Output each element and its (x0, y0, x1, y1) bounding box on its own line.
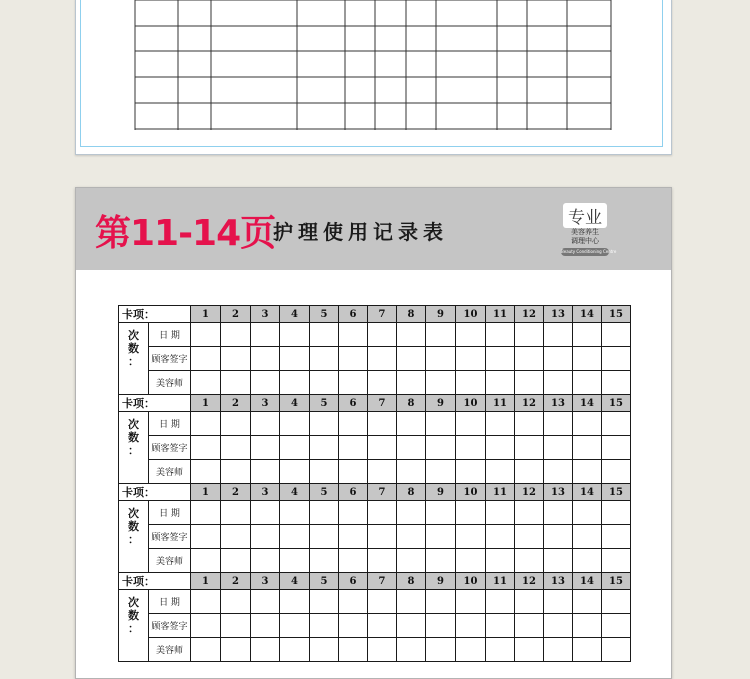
record-cell[interactable] (191, 525, 221, 549)
session-number: 5 (310, 573, 339, 590)
session-number: 3 (251, 573, 280, 590)
record-cell[interactable] (486, 347, 515, 371)
session-number: 14 (573, 306, 602, 323)
record-cell[interactable] (602, 549, 631, 573)
guide-line-right (662, 0, 663, 146)
record-cell[interactable] (486, 501, 515, 525)
session-number: 6 (339, 395, 368, 412)
record-cell[interactable] (573, 371, 602, 395)
record-cell[interactable] (602, 525, 631, 549)
session-number: 7 (368, 395, 397, 412)
record-cell[interactable] (310, 590, 339, 614)
record-cell[interactable] (515, 412, 544, 436)
record-cell[interactable] (280, 525, 310, 549)
record-cell[interactable] (339, 501, 368, 525)
record-cell[interactable] (426, 371, 456, 395)
record-cell[interactable] (486, 436, 515, 460)
record-cell[interactable] (544, 371, 573, 395)
record-cell[interactable] (251, 436, 280, 460)
record-cell[interactable] (602, 590, 631, 614)
row-label: 美容师 (149, 549, 191, 573)
record-cell[interactable] (280, 501, 310, 525)
record-cell[interactable] (339, 525, 368, 549)
logo-english: Beauty Conditioning Centre (561, 249, 617, 254)
record-cell[interactable] (426, 638, 456, 662)
session-number: 6 (339, 573, 368, 590)
session-number: 4 (280, 573, 310, 590)
session-number: 10 (456, 306, 486, 323)
session-number: 9 (426, 395, 456, 412)
record-cell[interactable] (486, 549, 515, 573)
record-cell[interactable] (426, 412, 456, 436)
record-cell[interactable] (426, 347, 456, 371)
record-cell[interactable] (310, 549, 339, 573)
logo-line-1: 美容养生 (571, 228, 599, 236)
record-cell[interactable] (456, 347, 486, 371)
record-cell[interactable] (368, 525, 397, 549)
record-cell[interactable] (544, 323, 573, 347)
record-cell[interactable] (602, 323, 631, 347)
session-number: 5 (310, 395, 339, 412)
session-number: 8 (397, 573, 426, 590)
record-sheet-card (75, 187, 672, 679)
guide-line-bottom (80, 146, 663, 147)
record-cell[interactable] (397, 371, 426, 395)
record-cell[interactable] (515, 501, 544, 525)
record-cell[interactable] (426, 460, 456, 484)
record-cell[interactable] (426, 590, 456, 614)
record-cell[interactable] (397, 614, 426, 638)
record-cell[interactable] (515, 460, 544, 484)
record-cell[interactable] (280, 460, 310, 484)
record-cell[interactable] (310, 371, 339, 395)
row-label: 美容师 (149, 638, 191, 662)
record-cell[interactable] (251, 590, 280, 614)
row-label: 美容师 (149, 460, 191, 484)
session-number: 7 (368, 484, 397, 501)
session-number: 7 (368, 573, 397, 590)
record-cell[interactable] (602, 371, 631, 395)
record-cell[interactable] (573, 638, 602, 662)
record-cell[interactable] (368, 549, 397, 573)
record-cell[interactable] (573, 460, 602, 484)
session-number: 8 (397, 306, 426, 323)
previous-page-grid (135, 0, 615, 138)
session-number: 5 (310, 484, 339, 501)
record-cell[interactable] (221, 412, 251, 436)
session-number: 1 (191, 484, 221, 501)
row-label: 顾客签字 (149, 347, 191, 371)
row-label: 日 期 (149, 590, 191, 614)
record-cell[interactable] (310, 323, 339, 347)
session-number: 8 (397, 484, 426, 501)
record-cell[interactable] (486, 590, 515, 614)
record-cell[interactable] (397, 412, 426, 436)
record-cell[interactable] (544, 412, 573, 436)
session-number: 3 (251, 484, 280, 501)
record-cell[interactable] (515, 614, 544, 638)
session-number: 4 (280, 395, 310, 412)
card-item-header-row (119, 306, 631, 323)
record-cell[interactable] (368, 436, 397, 460)
record-cell[interactable] (602, 347, 631, 371)
row-label: 顾客签字 (149, 436, 191, 460)
card-item-label: 卡项： (119, 395, 191, 412)
record-cell[interactable] (251, 501, 280, 525)
record-cell[interactable] (397, 460, 426, 484)
record-cell[interactable] (251, 460, 280, 484)
record-cell[interactable] (280, 323, 310, 347)
record-cell[interactable] (486, 323, 515, 347)
session-number: 10 (456, 573, 486, 590)
record-cell[interactable] (368, 323, 397, 347)
record-cell[interactable] (221, 371, 251, 395)
record-cell[interactable] (191, 590, 221, 614)
session-number: 15 (602, 484, 631, 501)
row-label: 顾客签字 (149, 614, 191, 638)
record-cell[interactable] (221, 347, 251, 371)
row-label: 顾客签字 (149, 525, 191, 549)
record-cell[interactable] (368, 347, 397, 371)
record-cell[interactable] (251, 371, 280, 395)
page-range-title: 第11-14页 (95, 213, 276, 254)
record-cell[interactable] (397, 590, 426, 614)
session-number: 1 (191, 395, 221, 412)
record-cell[interactable] (251, 525, 280, 549)
record-cell[interactable] (515, 638, 544, 662)
record-cell[interactable] (456, 436, 486, 460)
record-cell[interactable] (339, 614, 368, 638)
record-cell[interactable] (191, 501, 221, 525)
record-cell[interactable] (456, 323, 486, 347)
session-number: 11 (486, 395, 515, 412)
record-cell[interactable] (426, 501, 456, 525)
session-number: 14 (573, 395, 602, 412)
record-cell[interactable] (221, 525, 251, 549)
record-cell[interactable] (397, 638, 426, 662)
record-cell[interactable] (573, 549, 602, 573)
record-row (119, 549, 631, 573)
record-row (119, 347, 631, 371)
record-cell[interactable] (426, 323, 456, 347)
session-number: 1 (191, 573, 221, 590)
record-cell[interactable] (221, 323, 251, 347)
record-cell[interactable] (251, 412, 280, 436)
record-cell[interactable] (310, 525, 339, 549)
record-row (119, 412, 631, 436)
record-cell[interactable] (221, 436, 251, 460)
record-cell[interactable] (426, 525, 456, 549)
record-row (119, 638, 631, 662)
session-number: 11 (486, 573, 515, 590)
record-cell[interactable] (515, 323, 544, 347)
record-cell[interactable] (573, 501, 602, 525)
record-cell[interactable] (544, 614, 573, 638)
previous-page-card (75, 0, 672, 155)
record-cell[interactable] (339, 460, 368, 484)
record-cell[interactable] (339, 549, 368, 573)
record-cell[interactable] (602, 412, 631, 436)
session-number: 12 (515, 306, 544, 323)
session-number: 8 (397, 395, 426, 412)
record-table (118, 305, 631, 662)
record-cell[interactable] (251, 614, 280, 638)
session-number: 3 (251, 306, 280, 323)
session-number: 14 (573, 573, 602, 590)
record-cell[interactable] (251, 549, 280, 573)
record-cell[interactable] (544, 590, 573, 614)
record-cell[interactable] (515, 347, 544, 371)
record-cell[interactable] (191, 436, 221, 460)
record-cell[interactable] (191, 614, 221, 638)
session-number: 12 (515, 573, 544, 590)
times-label: 次 数 ： (119, 412, 149, 484)
record-cell[interactable] (602, 638, 631, 662)
record-cell[interactable] (310, 347, 339, 371)
record-cell[interactable] (280, 347, 310, 371)
session-number: 4 (280, 306, 310, 323)
record-cell[interactable] (544, 460, 573, 484)
card-item-header-row (119, 573, 631, 590)
record-cell[interactable] (368, 590, 397, 614)
record-row (119, 501, 631, 525)
record-cell[interactable] (310, 412, 339, 436)
record-cell[interactable] (368, 412, 397, 436)
session-number: 4 (280, 484, 310, 501)
times-label: 次 数 ： (119, 590, 149, 662)
record-cell[interactable] (221, 638, 251, 662)
record-cell[interactable] (280, 590, 310, 614)
record-cell[interactable] (456, 371, 486, 395)
record-cell[interactable] (456, 614, 486, 638)
card-item-label: 卡项： (119, 306, 191, 323)
record-cell[interactable] (456, 549, 486, 573)
record-cell[interactable] (368, 460, 397, 484)
record-cell[interactable] (397, 525, 426, 549)
record-cell[interactable] (397, 549, 426, 573)
record-cell[interactable] (310, 436, 339, 460)
record-cell[interactable] (602, 460, 631, 484)
session-number: 13 (544, 306, 573, 323)
session-number: 2 (221, 306, 251, 323)
record-cell[interactable] (339, 436, 368, 460)
times-label: 次 数 ： (119, 323, 149, 395)
record-cell[interactable] (544, 638, 573, 662)
session-number: 10 (456, 484, 486, 501)
guide-line-left (80, 0, 81, 146)
record-cell[interactable] (486, 525, 515, 549)
record-row (119, 371, 631, 395)
record-cell[interactable] (544, 549, 573, 573)
record-cell[interactable] (602, 501, 631, 525)
record-cell[interactable] (221, 460, 251, 484)
record-cell[interactable] (191, 549, 221, 573)
session-number: 6 (339, 306, 368, 323)
session-number: 10 (456, 395, 486, 412)
record-cell[interactable] (456, 501, 486, 525)
record-cell[interactable] (486, 614, 515, 638)
record-cell[interactable] (544, 436, 573, 460)
session-number: 11 (486, 306, 515, 323)
session-number: 13 (544, 573, 573, 590)
record-cell[interactable] (368, 638, 397, 662)
logo-main-text: 专业 (563, 203, 607, 228)
record-cell[interactable] (426, 614, 456, 638)
session-number: 12 (515, 395, 544, 412)
record-row (119, 323, 631, 347)
record-cell[interactable] (573, 590, 602, 614)
record-cell[interactable] (251, 323, 280, 347)
record-cell[interactable] (573, 525, 602, 549)
record-cell[interactable] (191, 460, 221, 484)
record-cell[interactable] (515, 436, 544, 460)
record-cell[interactable] (397, 347, 426, 371)
row-label: 日 期 (149, 501, 191, 525)
session-number: 2 (221, 573, 251, 590)
record-cell[interactable] (339, 412, 368, 436)
logo-line-2: 调理中心 (571, 237, 599, 245)
record-cell[interactable] (191, 323, 221, 347)
record-row (119, 460, 631, 484)
session-number: 1 (191, 306, 221, 323)
record-cell[interactable] (221, 549, 251, 573)
record-cell[interactable] (426, 549, 456, 573)
card-item-header-row (119, 484, 631, 501)
record-cell[interactable] (486, 412, 515, 436)
record-cell[interactable] (368, 371, 397, 395)
record-cell[interactable] (310, 501, 339, 525)
record-cell[interactable] (221, 501, 251, 525)
record-cell[interactable] (573, 412, 602, 436)
record-cell[interactable] (280, 549, 310, 573)
record-cell[interactable] (573, 323, 602, 347)
row-label: 美容师 (149, 371, 191, 395)
record-cell[interactable] (191, 412, 221, 436)
record-cell[interactable] (602, 436, 631, 460)
times-label: 次 数 ： (119, 501, 149, 573)
record-cell[interactable] (397, 436, 426, 460)
record-cell[interactable] (544, 501, 573, 525)
record-row (119, 590, 631, 614)
record-cell[interactable] (544, 347, 573, 371)
record-cell[interactable] (515, 525, 544, 549)
session-number: 7 (368, 306, 397, 323)
session-number: 9 (426, 573, 456, 590)
title-banner (76, 188, 671, 270)
record-cell[interactable] (456, 590, 486, 614)
session-number: 13 (544, 395, 573, 412)
record-cell[interactable] (456, 638, 486, 662)
record-cell[interactable] (456, 460, 486, 484)
record-cell[interactable] (251, 638, 280, 662)
record-cell[interactable] (456, 525, 486, 549)
record-cell[interactable] (486, 638, 515, 662)
record-cell[interactable] (397, 501, 426, 525)
record-cell[interactable] (339, 323, 368, 347)
session-number: 5 (310, 306, 339, 323)
record-cell[interactable] (339, 347, 368, 371)
session-number: 15 (602, 306, 631, 323)
record-cell[interactable] (310, 638, 339, 662)
session-number: 6 (339, 484, 368, 501)
record-cell[interactable] (280, 371, 310, 395)
record-cell[interactable] (515, 590, 544, 614)
record-row (119, 614, 631, 638)
record-cell[interactable] (339, 371, 368, 395)
card-item-label: 卡项： (119, 573, 191, 590)
record-cell[interactable] (456, 412, 486, 436)
record-cell[interactable] (221, 614, 251, 638)
record-cell[interactable] (251, 347, 280, 371)
session-number: 11 (486, 484, 515, 501)
session-number: 15 (602, 395, 631, 412)
record-cell[interactable] (486, 371, 515, 395)
card-item-label: 卡项： (119, 484, 191, 501)
record-row (119, 436, 631, 460)
record-cell[interactable] (191, 347, 221, 371)
session-number: 2 (221, 484, 251, 501)
record-cell[interactable] (191, 371, 221, 395)
row-label: 日 期 (149, 323, 191, 347)
record-cell[interactable] (280, 638, 310, 662)
session-number: 3 (251, 395, 280, 412)
record-cell[interactable] (573, 614, 602, 638)
record-cell[interactable] (397, 323, 426, 347)
session-number: 15 (602, 573, 631, 590)
record-cell[interactable] (221, 590, 251, 614)
record-cell[interactable] (280, 614, 310, 638)
record-cell[interactable] (573, 436, 602, 460)
record-row (119, 525, 631, 549)
record-cell[interactable] (602, 614, 631, 638)
record-cell[interactable] (280, 436, 310, 460)
session-number: 14 (573, 484, 602, 501)
record-cell[interactable] (573, 347, 602, 371)
record-cell[interactable] (544, 525, 573, 549)
record-cell[interactable] (515, 549, 544, 573)
row-label: 日 期 (149, 412, 191, 436)
record-cell[interactable] (515, 371, 544, 395)
record-cell[interactable] (486, 460, 515, 484)
record-cell[interactable] (368, 614, 397, 638)
brand-logo (561, 203, 617, 261)
record-cell[interactable] (339, 590, 368, 614)
record-cell[interactable] (310, 614, 339, 638)
session-number: 9 (426, 484, 456, 501)
record-cell[interactable] (339, 638, 368, 662)
sheet-title: 护理使用记录表 (273, 220, 448, 244)
session-number: 2 (221, 395, 251, 412)
record-cell[interactable] (280, 412, 310, 436)
session-number: 12 (515, 484, 544, 501)
record-cell[interactable] (426, 436, 456, 460)
session-number: 13 (544, 484, 573, 501)
session-number: 9 (426, 306, 456, 323)
record-cell[interactable] (191, 638, 221, 662)
record-cell[interactable] (310, 460, 339, 484)
record-cell[interactable] (368, 501, 397, 525)
card-item-header-row (119, 395, 631, 412)
